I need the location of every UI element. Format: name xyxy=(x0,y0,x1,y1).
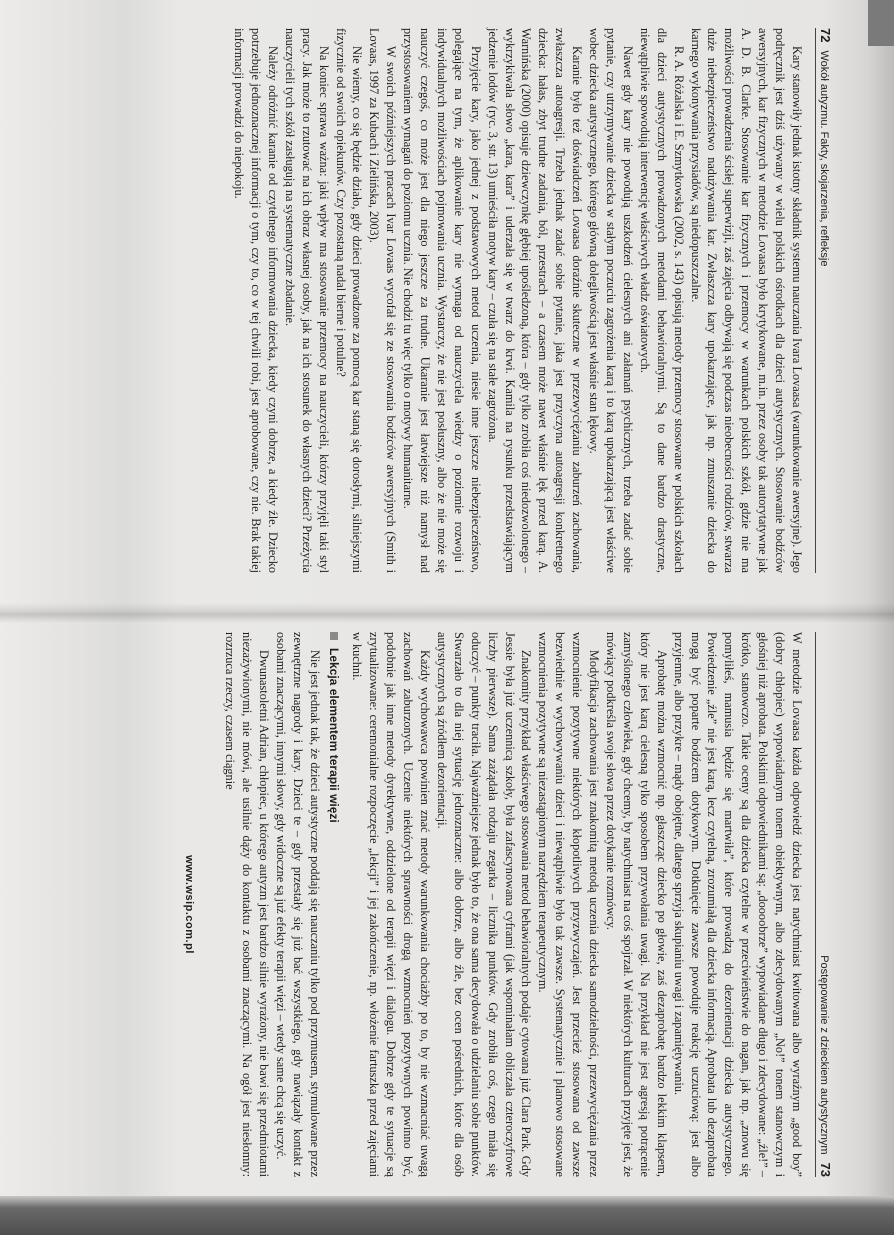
paragraph: Należy odróżnić karanie od czytelnego informowania dziecka, kiedy czyni dobrze, a kiedy źle. Dziecko potrzebuje jednoznacznej informacji o tym, czy to, co w tej chwili robi, jest aprobowane, czy nie. Brak takiej informacji prowadzi do niepokoju. xyxy=(232,28,280,573)
paragraph: Aprobatę można wzmocnić np. głaszcząc dziecko po głowie, zaś dezaprobatę bardzo lekkim klapsem, który nie jest karą cielesną tylko sposobem przywołania uwagi. Na przykład nie jest agresją potrącenie zamyślonego człowieka, gdy chcemy, by natychmiast na coś spojrzał. W niektórych kulturach przyjęte jest, że mówiący podkreśla swoje słowa przez dotykanie rozmówcy. xyxy=(604,632,669,1177)
left-running-head xyxy=(815,28,840,573)
left-page xyxy=(60,28,840,573)
left-running-head-title: Wokół autyzmu. Fakty, skojarzenia, refleksje xyxy=(818,50,830,267)
right-page-number: 73 xyxy=(818,1162,833,1177)
right-running-head xyxy=(815,632,840,1177)
paragraph: Nie wiemy, co się będzie działo, gdy dzieci prowadzone za pomocą kar staną się dorosłymi, silniejszymi fizycznie od swoich opiekunów. Czy pozostaną nadal bierne i potulne? xyxy=(333,28,365,573)
book-spine-shadow xyxy=(0,603,894,623)
paragraph: W swoich późniejszych pracach Ivar Lovaas wycofał się ze stosowania bodźców awersyjnych (Smith i Lovaas, 1997 za Kubach i Zielińska, 2003). xyxy=(367,28,399,573)
paragraph: W metodzie Lovaasa każda odpowiedź dziecka jest natychmiast kwitowana albo wyraźnym „good boy” (dobry chłopiec) wypowiadanym tonem obiektywnym, albo zdecydowanym „No!” tonem stanowczym i głośniej niż aprobata. Polskimi odpowiednikami są: „doooobrze” wypowiadane długo i zdecydowane: „źle!” – krótko, stanowczo. Takie oceny są dla dziecka czytelne w przeciwieństwie do nagan, jak np. „znowu się pomyliłeś, mamusia będzie się martwiła”, które prowadzą do dezorientacji dziecka autystycznego. Powiedzenie „źle” nie jest karą, lecz czytelną, zrozumiałą dla dziecka informacją. Aprobata lub dezaprobata mogą być poparte bodźcem dotykowym. Dotknięcie zawsze powoduje reakcję uczuciową: jest albo przyjemne, albo przykre – mądy obojętne, dlatego sprzyja skupianiu uwagi i zapamiętywaniu. xyxy=(671,632,804,1177)
right-running-head-title: Postępowanie z dzieckiem autystycznym xyxy=(818,955,830,1155)
square-bullet-icon xyxy=(330,632,338,640)
section-heading xyxy=(327,632,341,1177)
left-page-number: 72 xyxy=(818,28,833,43)
paragraph: Karanie było też doświadczeń Lovaasa doraźnie skuteczne w przezwyciężaniu zaburzeń zachowania, zwłaszcza autoagresji. Trzeba jednak zadać sobie pytanie, jaka jest przyczyna autoagresji konkretnego dziecka: hałas, zbyt trudne zadania, ból, przestrach – a czasem może nawet właśnie lęk przed karą. A. Warnińska (2000) opisuje dziewczynkę głębiej upośledzoną, która – gdy tylko zrobiła coś niedozwolonego – wykrzykiwała słowo „kara, kara” i uderzała się w twarz do krwi. Kamila na rysunku przedstawiającym jedzenie lodów (ryc. 3, str. 13) umieściła motyw kary – czuła się na stałe zagrożona. xyxy=(485,28,585,573)
paragraph: Nie jest jednak tak, że dzieci autystyczne poddają się nauczaniu tylko pod przymusem, stymulowane przez zewnętrzne nagrody i kary. Dzieci te – gdy przestały się już bać wszystkiego, gdy nawiązały kontakt z osobami znaczącymi, innymi słowy, gdy widoczne są już efekty terapii więzi – wtedy same chcą się uczyć. xyxy=(273,632,322,1177)
left-body-text xyxy=(230,28,805,573)
paragraph: Znakomity przykład właściwego stosowania metod behawioralnych podaje cytowana już Clara Park. Gdy Jessie była już uczennicą szkoły, była zafascynowana cyframi (jak wspominałam obliczała czteroczyfrowe liczby pierwsze). Sama zażądała rodzaju zegarka – licznika punktów. Gdy zrobiła coś, czego miała się oduczyć – punkty traciła. Najważniejsze jednak było to, że ona sama decydowała o udzielaniu sobie punktów. Stwarzało to dla niej sytuację jednoznaczne: albo dobrze, albo źle, bez ocen pośrednich, które dla osób autystycznych są źródłem dezorientacji. xyxy=(434,632,534,1177)
paragraph: Nawet gdy kary nie powodują uszkodzeń cielesnych ani załamań psychicznych, trzeba zadać sobie pytanie, czy utrzymywanie dziecka w stałym poczuciu zagrożenia karą i to karą upokarzającą jest właściwe wobec dziecka autystycznego, którego główną dolegliwością jest właśnie stan lękowy. xyxy=(587,28,635,573)
section-heading-text: Lekcja elementem terapii więzi xyxy=(326,648,341,823)
paragraph: Na koniec sprawa ważna: jaki wpływ ma stosowanie przemocy na nauczycieli, którzy przyjęli taki styl pracy. Jak może to rzutować na ich obraz własnej osoby, jak na ich stosunek do własnych dzieci? Przeżycia nauczycieli tych szkół zasługują na systematyczne zbadanie. xyxy=(282,28,331,573)
paragraph: Kary stanowiły jednak istotny składnik systemu nauczania Ivara Lovaasa (warunkowanie awersyjne). Jego podręcznik jest dziś używany w wielu polskich ośrodkach dla dzieci autystycznych. Stosowanie bodźców awersyjnych, kar fizycznych w metodzie Lovaasa było krytykowane, m.in. przez osoby tak autorytatywne jak A. D. B. Clarke. Stosowanie kar fizycznych i przemocy w warunkach polskich szkół, gdzie nie ma możliwości prowadzenia ścisłej superwizji, zaś zajęcia odbywają się podczas nieobecności rodziców, stwarza duże niebezpieczeństwo nadużywania kar. Zwłaszcza kary upokarzające, jak np. zmuszanie dziecka do karnego wykonywania przysiadów, są niedopuszczalne. xyxy=(688,28,804,573)
scanner-bottom-edge xyxy=(0,1196,894,1235)
paragraph: Dwunastoletni Adrian, chłopiec, u którego autyzm jest bardzo silnie wyrażony, nie bawi się przedmiotami niezażywionymi, nie mówi, ale usilnie dąży do kontaktu z osobami znaczącymi. Na ogół jest niesłomny: rozrzuca rzeczy, czasem ciągnie xyxy=(223,632,271,1177)
paragraph: R. A. Różalska i E. Szmytkowska (2002, s. 143) opisują metody przemocy stosowane w polskich szkołach dla dzieci autystycznych prowadzonych metodami behawioralnymi. Są to dane bardzo drastyczne, niewątpliwie spowodują interwencję właściwych władz oświatowych. xyxy=(637,28,686,573)
paragraph: Każdy wychowawca powinien znać metody warunkowania chociażby po to, by nie wzmacniać uwagą zachowań zaburzonych. Uczenie niektórych sprawności drogą wzmocnień pozytywnych powinno być, podobnie jak inne metody dyrektywne, oddzielone od terapii więzi i dialogu. Dobrze gdy te sytuacje są zrytualizowane: ceremonialne rozpoczęcie „lekcji” i jej zakończenie, np. włożenie fartuszka przed zajęciami w kuchni. xyxy=(350,632,433,1177)
right-page xyxy=(60,632,840,1177)
scan-edge-tab xyxy=(868,0,894,46)
paragraph: Modyfikacja zachowania jest znakomitą metodą uczenia dziecka samodzielności, przezwyciężania przez wzmocnienie pozytywne niektórych kłopotliwych przyzwyczajeń. Jest przecież stosowana od zawsze bezwiednie w wychowywaniu dzieci i niewątpliwie było tak zawsze. Systematycznie i planowo stosowane wzmocnienia pozytywne są niezastąpionym narzędziem terapeutycznym. xyxy=(536,632,602,1177)
paragraph: Przyjęcie kary, jako jednej z podstawowych metod uczenia, niesie inne jeszcze niebezpieczeństwo, polegające na tym, że aplikowanie kary nie wymaga od nauczyciela wiedzy o poziomie rozwoju i indywidualnych możliwościach pojmowania ucznia. Wystarczy, że nie jest posłuszny, albo że nie może się nauczyć czegoś, co może jest dla niego jeszcze za trudne. Ukaranie jest łatwiejsze niż namysł nad przystosowaniem wymagań do poziomu ucznia. Nie chodzi tu więc tylko o motywy humanitarne. xyxy=(401,28,483,573)
publisher-url: www.wsip.com.pl xyxy=(183,855,196,954)
right-body-text xyxy=(221,632,805,1177)
